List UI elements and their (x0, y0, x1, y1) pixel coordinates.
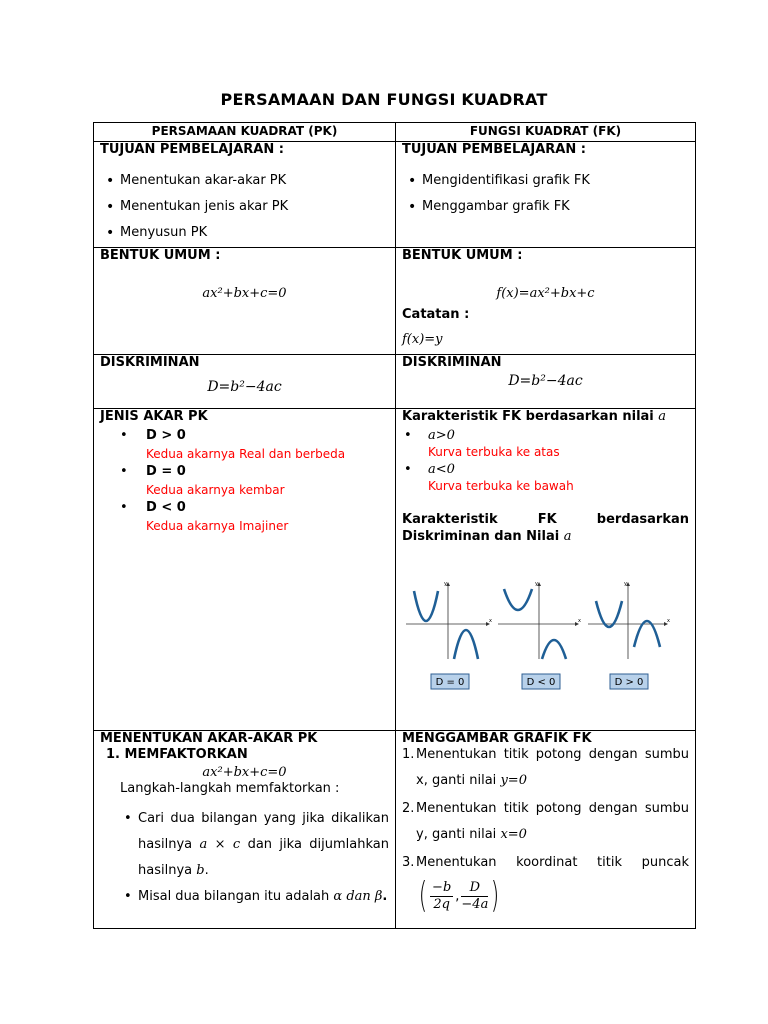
cell-diskriminan-pk (94, 355, 396, 409)
cell-diskriminan-fk (396, 355, 696, 409)
case-desc: Kedua akarnya Imajiner (146, 519, 289, 533)
menentukan-akar-label: MENENTUKAN AKAR-AKAR PK (100, 731, 318, 746)
case-cond: a<0 (428, 462, 455, 477)
case-item: • D < 0 Kedua akarnya Imajiner (100, 499, 389, 535)
axis-x-label: x (489, 618, 492, 624)
gambar-step-3: 3. Menentukan koordinat titik puncak (402, 855, 689, 870)
case-item: • D > 0 Kedua akarnya Real dan berbeda (100, 427, 389, 463)
cell-tujuan-fk (396, 142, 696, 248)
parabola-up (414, 591, 438, 621)
fraction-1: −b 2q (432, 879, 452, 912)
parabola-graphs (402, 581, 690, 701)
vertex-formula: ( −b 2q , D −4a ) (418, 875, 500, 916)
tujuan-fk-list (402, 168, 689, 220)
karakteristik-cases (402, 427, 689, 495)
bentuk-pk-label: BENTUK UMUM : (100, 248, 221, 263)
row-jenis-akar (94, 409, 696, 731)
parabola-up (596, 601, 622, 627)
tujuan-fk-label: TUJUAN PEMBELAJARAN : (402, 142, 586, 157)
case-item: • a<0 Kurva terbuka ke bawah (402, 461, 689, 495)
badge-d-less-zero: D < 0 (526, 677, 556, 688)
memfaktorkan-label: 1. MEMFAKTORKAN (106, 747, 248, 762)
langkah-title: Langkah-langkah memfaktorkan : (120, 781, 340, 796)
row-tujuan (94, 142, 696, 248)
cell-bentuk-pk (94, 248, 396, 355)
row-metode (94, 731, 696, 929)
menggambar-label: MENGGAMBAR GRAFIK FK (402, 731, 592, 746)
bentuk-pk-formula: ax²+bx+c=0 (202, 286, 287, 301)
list-item: • Mengidentifikasi grafik FK (402, 168, 689, 194)
bentuk-fk-label: BENTUK UMUM : (402, 248, 523, 263)
catatan-label: Catatan : (402, 307, 470, 322)
header-pk: PERSAMAAN KUADRAT (PK) (94, 123, 396, 142)
cell-menggambar-grafik (396, 731, 696, 929)
case-desc: Kedua akarnya kembar (146, 483, 285, 497)
karakteristik-d-label: Karakteristik FK berdasarkan Diskriminan dan Nilai a (402, 512, 689, 544)
tujuan-pk-list (100, 168, 389, 246)
cell-karakteristik (396, 409, 696, 731)
summary-table (93, 122, 696, 929)
header-fk: FUNGSI KUADRAT (FK) (396, 123, 696, 142)
badge-d-greater-zero: D > 0 (614, 677, 644, 688)
parabola-up (504, 589, 532, 610)
cell-bentuk-fk (396, 248, 696, 355)
cell-memfaktorkan (94, 731, 396, 929)
jenis-akar-cases (100, 427, 389, 535)
case-desc: Kurva terbuka ke atas (428, 445, 560, 459)
step-2: • Misal dua bilangan itu adalah α dan β. (124, 889, 388, 904)
cell-jenis-akar (94, 409, 396, 731)
header-row (94, 123, 696, 142)
case-cond: D < 0 (146, 500, 186, 515)
gambar-step-2: 2. Menentukan titik potong dengan sumbu y, ganti nilai x=0 (402, 801, 689, 842)
step-1: • Cari dua bilangan yang jika dikalikan hasilnya a × c dan jika dijumlahkan hasilnya b. (124, 811, 389, 878)
catatan-formula: f(x)=y (402, 332, 443, 347)
axis-y-label: y (535, 581, 538, 587)
bentuk-fk-formula: f(x)=ax²+bx+c (496, 286, 595, 301)
graph-d-equal-zero (406, 581, 492, 689)
axis-y-label: y (444, 581, 447, 587)
graph-d-greater-zero (588, 581, 670, 689)
karakteristik-a-label: Karakteristik FK berdasarkan nilai a (402, 409, 667, 424)
case-item: • a>0 Kurva terbuka ke atas (402, 427, 689, 461)
diskriminan-fk-label: DISKRIMINAN (402, 355, 502, 370)
fraction-2: D −4a (461, 879, 489, 912)
gambar-step-1: 1. Menentukan titik potong dengan sumbu x, ganti nilai y=0 (402, 747, 689, 788)
list-item: • Menentukan jenis akar PK (100, 194, 389, 220)
case-cond: D = 0 (146, 464, 186, 479)
diskriminan-pk-formula: D=b²−4ac (207, 379, 282, 395)
diskriminan-pk-label: DISKRIMINAN (100, 355, 200, 370)
case-desc: Kedua akarnya Real dan berbeda (146, 447, 346, 461)
axis-x-label: x (578, 618, 581, 624)
case-item: • D = 0 Kedua akarnya kembar (100, 463, 389, 499)
diskriminan-fk-formula: D=b²−4ac (508, 373, 583, 389)
list-item: • Menyusun PK (100, 220, 389, 246)
graph-d-less-zero (498, 581, 581, 689)
parabola-down (634, 621, 660, 647)
list-item: • Menggambar grafik FK (402, 194, 689, 220)
jenis-akar-label: JENIS AKAR PK (100, 409, 208, 424)
badge-d-equal-zero: D = 0 (435, 677, 465, 688)
parabola-down (454, 630, 478, 659)
tujuan-pk-label: TUJUAN PEMBELAJARAN : (100, 142, 284, 157)
cell-tujuan-pk (94, 142, 396, 248)
list-item: • Menentukan akar-akar PK (100, 168, 389, 194)
parabola-down (542, 640, 566, 659)
case-cond: a>0 (428, 428, 455, 443)
memfaktorkan-formula: ax²+bx+c=0 (202, 765, 287, 780)
axis-x-label: x (667, 618, 670, 624)
case-cond: D > 0 (146, 428, 186, 443)
row-diskriminan (94, 355, 696, 409)
row-bentuk-umum (94, 248, 696, 355)
axis-y-label: y (624, 581, 627, 587)
page-title: PERSAMAAN DAN FUNGSI KUADRAT (220, 90, 548, 109)
case-desc: Kurva terbuka ke bawah (428, 479, 574, 493)
